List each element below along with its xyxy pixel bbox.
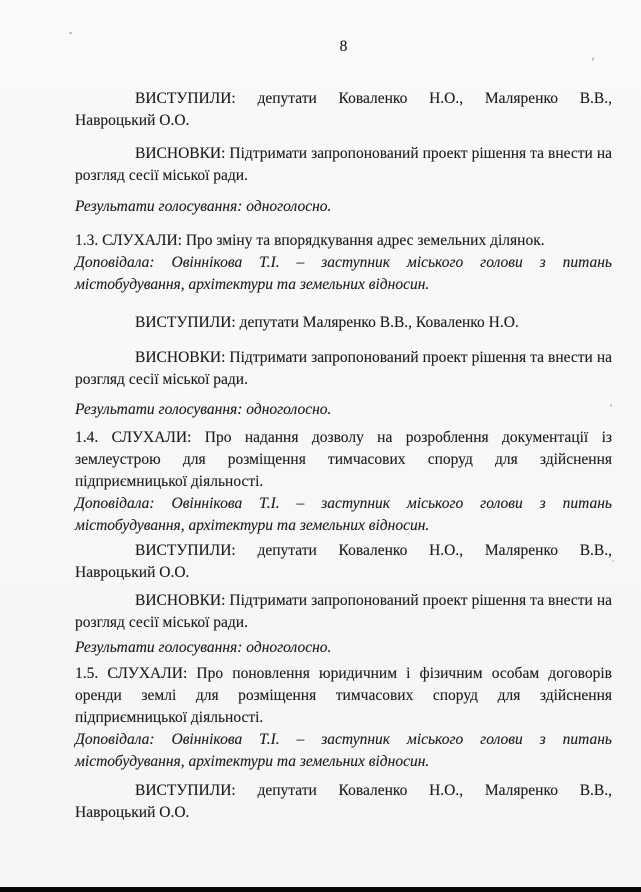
text-line: Доповідала: Овіннікова Т.І. – заступник міського голови з питань [75,731,612,748]
scan-speck [592,57,594,61]
text-line: Результати голосування: одноголосно. [75,639,332,656]
text-line: ВИСТУПИЛИ: депутати Коваленко Н.О., Маляренко В.В., [135,542,612,559]
text-line: 1.5. СЛУХАЛИ: Про поновлення юридичним і фізичним особам договорів [75,665,612,682]
conclusions-paragraph-1 [75,143,612,187]
text-line: Результати голосування: одноголосно. [75,198,332,215]
page-number: 8 [339,38,348,55]
text-line: оренди землі для розміщення тимчасових споруд для здійснення [75,687,612,704]
text-line: підприємницької діяльності. [75,473,264,490]
text-line: Результати голосування: одноголосно. [75,401,332,418]
text-line: містобудування, архітектури та земельних відносин. [75,753,430,770]
text-line: ВИСНОВКИ: Підтримати запропонований проект рішення та внести на [135,592,612,609]
vote-results-3 [75,637,612,659]
scan-speck [69,32,72,34]
text-line: Навроцький О.О. [75,564,190,581]
text-line: ВИСНОВКИ: Підтримати запропонований проект рішення та внести на [135,349,612,366]
spoke-paragraph-3 [75,540,612,584]
text-line: розгляд сесії міської ради. [75,614,248,631]
vote-results-1 [75,196,612,218]
text-line: ВИСНОВКИ: Підтримати запропонований проект рішення та внести на [135,145,612,162]
text-line: Навроцький О.О. [75,804,190,821]
conclusions-paragraph-3 [75,590,612,634]
text-line: підприємницької діяльності. [75,709,264,726]
agenda-item-1-5 [75,663,612,773]
text-line: розгляд сесії міської ради. [75,371,248,388]
text-line: Навроцький О.О. [75,112,190,129]
text-line: містобудування, архітектури та земельних відносин. [75,517,430,534]
text-line: Доповідала: Овіннікова Т.І. – заступник міського голови з питань [75,495,612,512]
text-line: ВИСТУПИЛИ: депутати Коваленко Н.О., Маляренко В.В., [135,90,612,107]
text-line: Доповідала: Овіннікова Т.І. – заступник міського голови з питань [75,254,612,271]
vote-results-2 [75,399,612,421]
text-line: ВИСТУПИЛИ: депутати Коваленко Н.О., Маляренко В.В., [135,782,612,799]
scan-bottom-edge [0,887,641,892]
text-line: містобудування, архітектури та земельних відносин. [75,276,430,293]
spoke-paragraph-2 [75,312,612,334]
scan-speck [610,404,612,407]
text-line: розгляд сесії міської ради. [75,167,248,184]
spoke-paragraph-4 [75,780,612,824]
scan-speck [612,560,614,562]
spoke-paragraph-1 [75,88,612,132]
text-line: землеустрою для розміщення тимчасових споруд для здійснення [75,451,612,468]
agenda-item-1-3 [75,230,612,296]
text-line: ВИСТУПИЛИ: депутати Маляренко В.В., Коваленко Н.О. [135,314,519,331]
conclusions-paragraph-2 [75,347,612,391]
agenda-item-1-4 [75,427,612,537]
text-line: 1.3. СЛУХАЛИ: Про зміну та впорядкування адрес земельних ділянок. [75,232,545,249]
document-content [75,0,612,824]
text-line: 1.4. СЛУХАЛИ: Про надання дозволу на розроблення документації із [75,429,612,446]
